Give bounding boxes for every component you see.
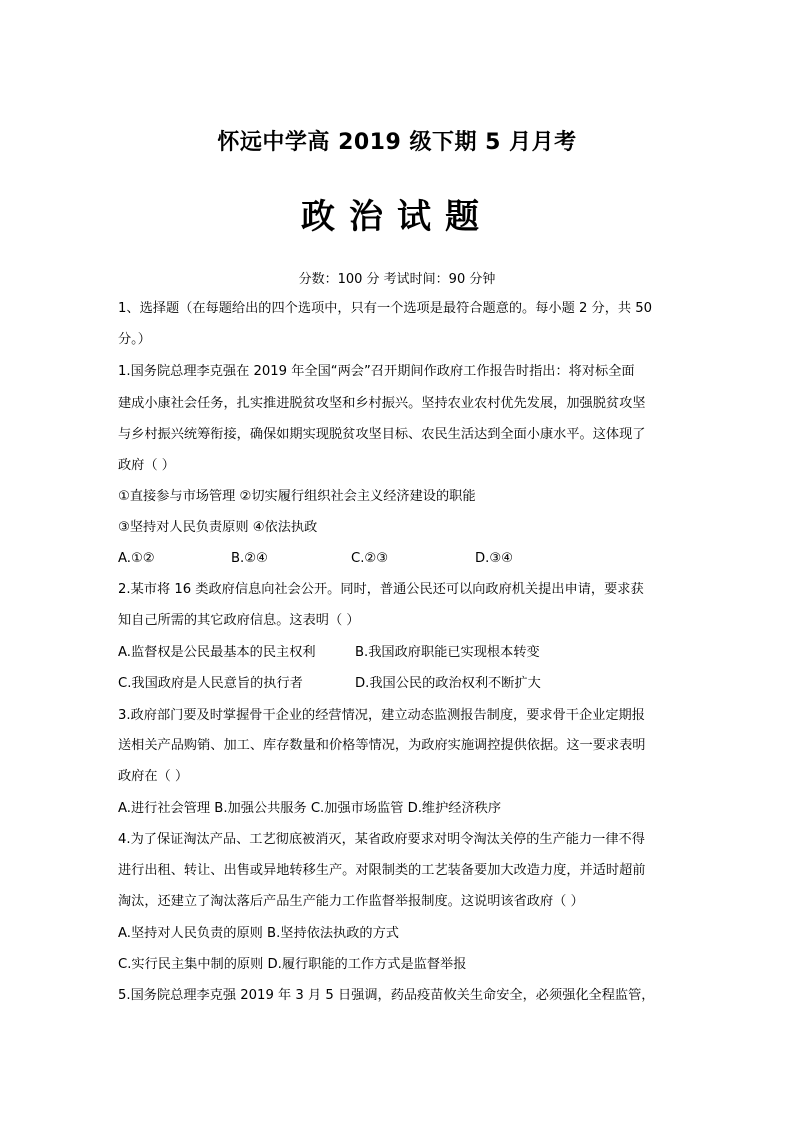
q1-option-d: D.③④ bbox=[475, 551, 513, 566]
q1-line-1: 1.国务院总理李克强在 2019 年全国“两会”召开期间作政府工作报告时指出：将对标全面 bbox=[118, 364, 635, 379]
q1-line-2: 建成小康社会任务，扎实推进脱贫攻坚和乡村振兴。坚持农业农村优先发展，加强脱贫攻坚 bbox=[118, 396, 646, 411]
q4-line-3: 淘汰，还建立了淘汰落后产品生产能力工作监督举报制度。这说明该省政府（ ） bbox=[118, 894, 584, 909]
q2-option-c: C.我国政府是人民意旨的执行者 bbox=[118, 676, 303, 691]
q2-option-a: A.监督权是公民最基本的民主权利 bbox=[118, 645, 316, 660]
q4-options-cd: C.实行民主集中制的原则 D.履行职能的工作方式是监督举报 bbox=[118, 957, 467, 972]
instructions-line-1: 1、选择题（在每题给出的四个选项中，只有一个选项是最符合题意的。每小题 2 分，共 50 bbox=[118, 301, 653, 316]
q4-line-2: 进行出租、转让、出售或异地转移生产。对限制类的工艺装备要加大改造力度，并适时超前 bbox=[118, 863, 646, 878]
q1-option-b: B.②④ bbox=[231, 551, 268, 566]
q4-options-ab: A.坚持对人民负责的原则 B.坚持依法执政的方式 bbox=[118, 926, 399, 941]
school-title: 怀远中学高 2019 级下期 5 月月考 bbox=[217, 130, 577, 155]
score-info: 分数：100 分 考试时间：90 分钟 bbox=[298, 272, 496, 287]
q1-option-c: C.②③ bbox=[351, 551, 389, 566]
q1-statements-1-2: ①直接参与市场管理 ②切实履行组织社会主义经济建设的职能 bbox=[118, 489, 476, 504]
q2-line-1: 2.某市将 16 类政府信息向社会公开。同时，普通公民还可以向政府机关提出申请，要求获 bbox=[118, 582, 644, 597]
q3-line-2: 送相关产品购销、加工、库存数量和价格等情况，为政府实施调控提供依据。这一要求表明 bbox=[118, 738, 646, 753]
q3-line-3: 政府在（ ） bbox=[118, 769, 189, 784]
q1-statements-3-4: ③坚持对人民负责原则 ④依法执政 bbox=[118, 520, 318, 535]
q1-option-a: A.①② bbox=[118, 551, 155, 566]
subject-title: 政治试题 bbox=[301, 197, 493, 237]
q4-line-1: 4.为了保证淘汰产品、工艺彻底被消灭，某省政府要求对明令淘汰关停的生产能力一律不得 bbox=[118, 832, 645, 847]
q1-line-3: 与乡村振兴统筹衔接，确保如期实现脱贫攻坚目标、农民生活达到全面小康水平。这体现了 bbox=[118, 427, 646, 442]
q2-line-2: 知自己所需的其它政府信息。这表明（ ） bbox=[118, 613, 360, 628]
q2-option-b: B.我国政府职能已实现根本转变 bbox=[355, 645, 540, 660]
q3-line-1: 3.政府部门要及时掌握骨干企业的经营情况，建立动态监测报告制度，要求骨干企业定期报 bbox=[118, 708, 645, 723]
instructions-line-2: 分。） bbox=[118, 332, 151, 347]
q3-options: A.进行社会管理 B.加强公共服务 C.加强市场监管 D.维护经济秩序 bbox=[118, 801, 502, 816]
q5-line-1: 5.国务院总理李克强 2019 年 3 月 5 日强调，药品疫苗攸关生命安全，必须强化全程监管， bbox=[118, 988, 655, 1003]
q1-line-4: 政府（ ） bbox=[118, 458, 175, 473]
q2-option-d: D.我国公民的政治权利不断扩大 bbox=[355, 676, 541, 691]
